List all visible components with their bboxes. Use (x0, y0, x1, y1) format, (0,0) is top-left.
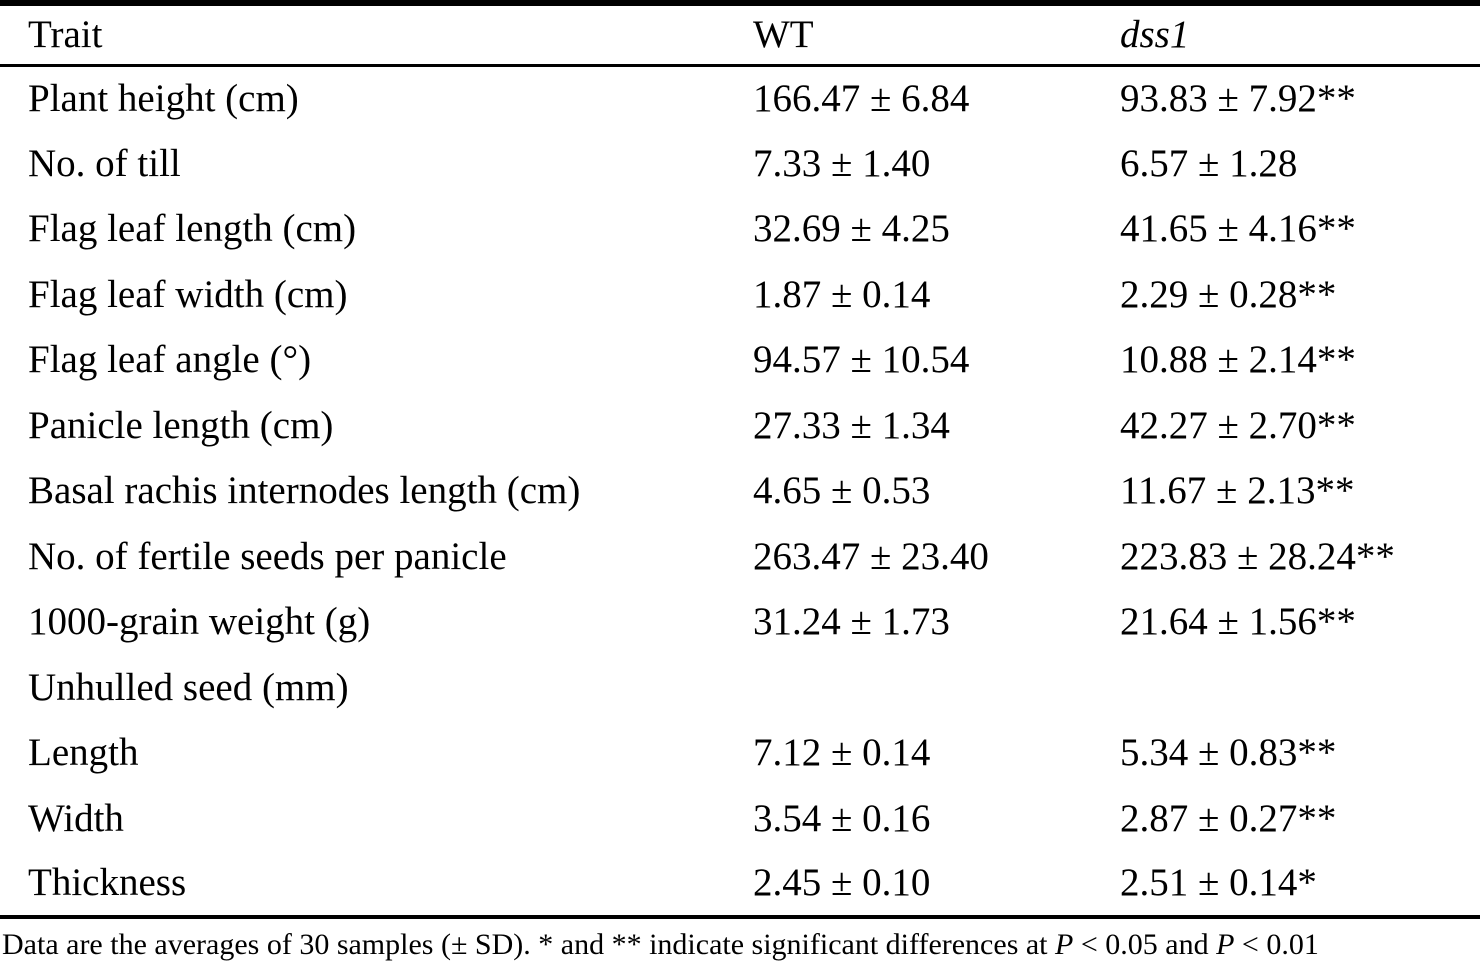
footnote-text: < 0.05 and (1073, 927, 1217, 961)
header-row (0, 3, 1480, 65)
table-row (0, 393, 1480, 459)
table-row (0, 786, 1480, 852)
dss1-value-cell: 42.27 ± 2.70** (1120, 403, 1356, 447)
wt-value-cell (753, 655, 1120, 721)
trait-cell: No. of fertile seeds per panicle (28, 534, 507, 578)
dss1-value-cell: 10.88 ± 2.14** (1120, 338, 1356, 382)
trait-cell: Flag leaf angle (°) (28, 338, 312, 382)
trait-cell: Width (28, 796, 124, 840)
column-header-wt: WT (753, 13, 814, 57)
table-footnote (0, 919, 1480, 962)
dss1-value-cell: 5.34 ± 0.83** (1120, 731, 1337, 775)
dss1-value-cell: 223.83 ± 28.24** (1120, 534, 1395, 578)
dss1-value-cell: 21.64 ± 1.56** (1120, 600, 1356, 644)
footnote-text: Data are the averages of 30 samples (± SD). * and ** indicate significant differences at (2, 927, 1056, 961)
wt-value-cell: 7.12 ± 0.14 (753, 731, 931, 775)
dss1-value-cell: 2.51 ± 0.14* (1120, 861, 1317, 905)
trait-cell: 1000-grain weight (g) (28, 600, 371, 644)
dss1-value-cell: 2.29 ± 0.28** (1120, 272, 1337, 316)
footnote-italic-p: P (1055, 927, 1074, 961)
wt-value-cell: 1.87 ± 0.14 (753, 272, 931, 316)
table-row (0, 720, 1480, 786)
wt-value-cell: 263.47 ± 23.40 (753, 534, 989, 578)
dss1-value-cell: 2.87 ± 0.27** (1120, 796, 1337, 840)
wt-value-cell: 31.24 ± 1.73 (753, 600, 950, 644)
table-row (0, 458, 1480, 524)
trait-cell: No. of till (28, 141, 181, 185)
wt-value-cell: 94.57 ± 10.54 (753, 338, 970, 382)
table-row (0, 327, 1480, 393)
footnote-text: < 0.01 (1234, 927, 1319, 961)
dss1-value-cell: 93.83 ± 7.92** (1120, 77, 1356, 120)
trait-cell: Flag leaf width (cm) (28, 272, 348, 316)
trait-cell: Unhulled seed (mm) (28, 665, 349, 709)
wt-value-cell: 27.33 ± 1.34 (753, 403, 950, 447)
wt-value-cell: 32.69 ± 4.25 (753, 207, 950, 251)
column-header-dss1: dss1 (1120, 13, 1190, 57)
wt-value-cell: 2.45 ± 0.10 (753, 861, 931, 905)
wt-value-cell: 4.65 ± 0.53 (753, 469, 931, 513)
table-row (0, 65, 1480, 131)
trait-cell: Plant height (cm) (28, 77, 299, 120)
wt-value-cell: 3.54 ± 0.16 (753, 796, 931, 840)
wt-value-cell: 7.33 ± 1.40 (753, 141, 931, 185)
wt-value-cell: 166.47 ± 6.84 (753, 77, 970, 120)
column-header-trait: Trait (28, 13, 103, 57)
table-row (0, 655, 1480, 721)
table-row (0, 262, 1480, 328)
dss1-value-cell: 11.67 ± 2.13** (1120, 469, 1355, 513)
trait-cell: Flag leaf length (cm) (28, 207, 357, 251)
footnote-italic-p: P (1216, 927, 1235, 961)
trait-cell: Panicle length (cm) (28, 403, 334, 447)
trait-cell: Length (28, 731, 139, 775)
dss1-value-cell: 41.65 ± 4.16** (1120, 207, 1356, 251)
table-body (0, 65, 1480, 917)
trait-cell: Basal rachis internodes length (cm) (28, 469, 581, 513)
dss1-value-cell (1120, 655, 1480, 721)
table-row (0, 196, 1480, 262)
table-row (0, 589, 1480, 655)
dss1-value-cell: 6.57 ± 1.28 (1120, 141, 1298, 185)
table-row (0, 131, 1480, 197)
table-row (0, 524, 1480, 590)
table-row (0, 851, 1480, 917)
trait-cell: Thickness (28, 861, 187, 905)
